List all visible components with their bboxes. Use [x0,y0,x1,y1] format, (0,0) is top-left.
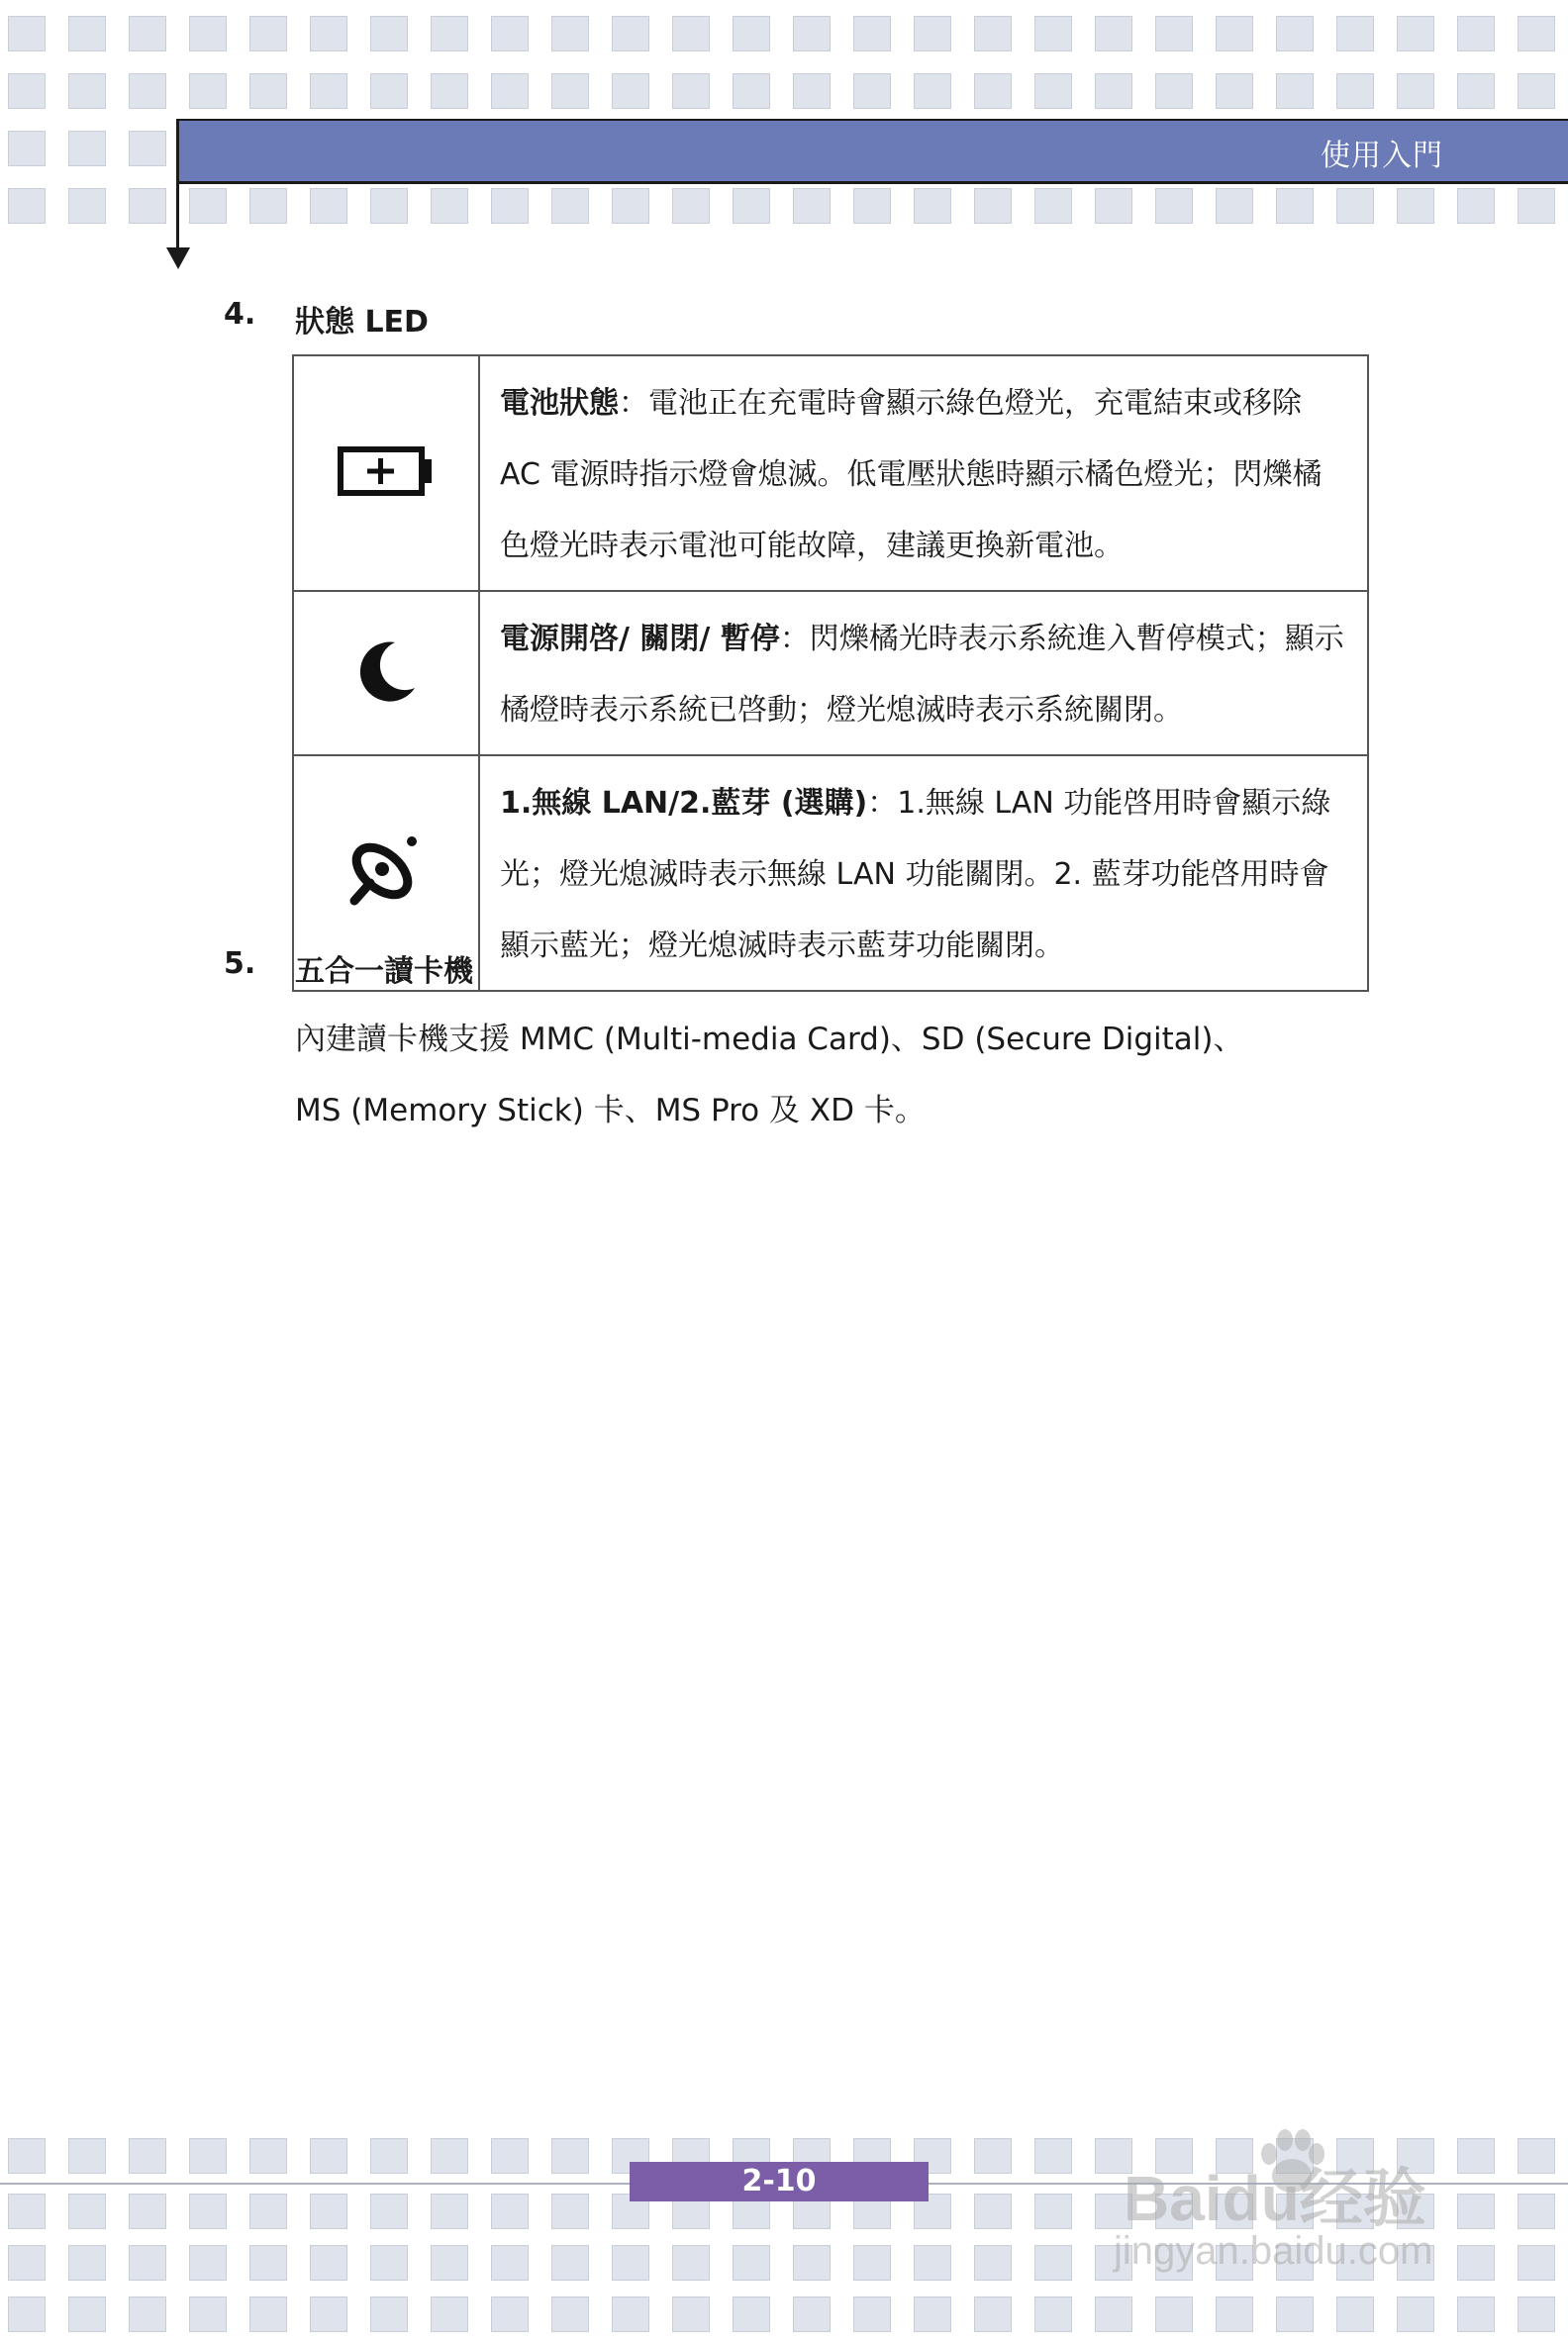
tile [431,2296,468,2332]
tile [491,2245,529,2281]
tile [672,16,710,51]
tile [370,2296,408,2332]
tile [1216,188,1253,224]
tile [1276,188,1314,224]
tile [310,2296,347,2332]
section-title: 五合一讀卡機 [295,954,473,989]
tile [491,16,529,51]
tile [1095,16,1132,51]
tile [914,73,951,109]
tile [249,2138,287,2174]
tile [68,131,106,166]
tile [370,16,408,51]
tile [612,2245,649,2281]
tile [914,2296,951,2332]
tile [1457,16,1495,51]
tile [68,188,106,224]
tile [68,73,106,109]
tile [914,2245,951,2281]
tile [793,2296,831,2332]
tile [491,2296,529,2332]
tile [310,73,347,109]
led-text: ：電池正在充電時會顯示綠色燈光，充電結束或移除 AC 電源時指示燈會熄滅。低電壓狀態時顯示橘色燈光；閃爍橘色燈光時表示電池可能故障，建議更換新電池。 [500,386,1323,563]
tile [1155,16,1193,51]
tile [431,188,468,224]
tile [1216,2296,1253,2332]
tile [793,16,831,51]
tile [1336,16,1374,51]
tile [1397,188,1434,224]
watermark-url: jingyan.baidu.com [1114,2229,1433,2273]
tile [1034,188,1072,224]
tile [733,2245,770,2281]
tile [612,2296,649,2332]
tile [8,2245,46,2281]
wireless-icon [346,831,426,911]
tile [310,2138,347,2174]
led-description [479,755,1368,991]
tile [672,188,710,224]
led-label: 1.無線 LAN/2.藍芽 (選購) [500,786,868,821]
section-number: 4. [224,297,256,332]
tile [68,2296,106,2332]
tile [974,2138,1012,2174]
tile [612,188,649,224]
tile [1518,73,1555,109]
tile [249,2194,287,2229]
tile [1518,2296,1555,2332]
tile [1095,2296,1132,2332]
tile [189,2245,227,2281]
tile [189,2296,227,2332]
tile [1397,16,1434,51]
tile [1034,73,1072,109]
tile [1457,188,1495,224]
tile [129,73,166,109]
tile [8,131,46,166]
tile [8,73,46,109]
tile [853,73,891,109]
tile [974,2194,1012,2229]
tile [733,16,770,51]
tile [974,73,1012,109]
tile [1034,2138,1072,2174]
tile [249,2296,287,2332]
tile [8,2138,46,2174]
battery-icon [337,445,436,497]
card-reader-description: 內建讀卡機支援 MMC (Multi-media Card)、SD (Secure Digital)、MS (Memory Stick) 卡、MS Pro 及 XD 卡。 [295,1022,1244,1128]
led-label: 電池狀態 [500,386,619,421]
tile [1034,2194,1072,2229]
tile [672,2245,710,2281]
chapter-header-bar [176,119,1568,184]
tile [1397,73,1434,109]
tile [551,188,589,224]
tile [129,2296,166,2332]
table-row [293,591,1368,755]
tile [1457,73,1495,109]
tile [974,2245,1012,2281]
tile [974,16,1012,51]
moon-icon [351,636,421,706]
tile [612,16,649,51]
tile [853,2296,891,2332]
tile [310,2245,347,2281]
tile [68,2194,106,2229]
page-number: 2-10 [630,2162,929,2201]
tile [1034,2245,1072,2281]
tile [914,16,951,51]
led-description [479,355,1368,591]
tile [68,2245,106,2281]
tile [733,188,770,224]
section-number: 5. [224,946,256,981]
tile [431,73,468,109]
tile [1336,73,1374,109]
tile [1336,188,1374,224]
tile [1518,16,1555,51]
tile [1457,2296,1495,2332]
icon-cell [293,591,479,755]
tile [129,131,166,166]
tile-row [0,73,1568,109]
tile [129,16,166,51]
led-text: ：閃爍橘光時表示系統進入暫停模式；顯示橘燈時表示系統已啓動；燈光熄滅時表示系統關閉。 [500,622,1344,728]
tile [491,188,529,224]
led-table [292,354,1369,992]
tile [974,2296,1012,2332]
tile [249,16,287,51]
tile [1518,188,1555,224]
header-marker-line [176,119,179,247]
tile [1095,188,1132,224]
tile [129,2138,166,2174]
table-row [293,355,1368,591]
section-title: 狀態 LED [295,305,429,340]
tile [249,188,287,224]
tile [1155,188,1193,224]
tile [370,188,408,224]
tile [551,73,589,109]
tile [793,188,831,224]
tile [1216,16,1253,51]
tile [491,2194,529,2229]
tile [249,2245,287,2281]
tile [1276,2296,1314,2332]
tile [551,2245,589,2281]
tile [1276,16,1314,51]
tile [129,2245,166,2281]
watermark [1114,2128,1529,2287]
led-description [479,591,1368,755]
tile [310,2194,347,2229]
tile [793,2245,831,2281]
tile [491,2138,529,2174]
tile [974,188,1012,224]
tile [370,2245,408,2281]
tile [8,2296,46,2332]
led-text: ：1.無線 LAN 功能啓用時會顯示綠光；燈光熄滅時表示無線 LAN 功能關閉。2. 藍芽功能啓用時會顯示藍光；燈光熄滅時表示藍芽功能關閉。 [500,786,1331,963]
tile [8,16,46,51]
tile [129,2194,166,2229]
tile [310,16,347,51]
tile [189,16,227,51]
tile [672,2296,710,2332]
tile [914,188,951,224]
tile [551,16,589,51]
tile [189,188,227,224]
tile [733,73,770,109]
tile [853,16,891,51]
tile [551,2138,589,2174]
tile-row [0,16,1568,51]
tile [249,73,287,109]
tile [551,2194,589,2229]
tile [1034,2296,1072,2332]
tile [491,73,529,109]
chapter-title: 使用入門 [1321,139,1443,173]
tile [1216,73,1253,109]
tile [431,2194,468,2229]
tile [189,73,227,109]
tile [1155,2296,1193,2332]
tile [551,2296,589,2332]
tile [8,188,46,224]
tile [189,2194,227,2229]
tile [68,2138,106,2174]
led-label: 電源開啓/ 關閉/ 暫停 [500,622,780,656]
tile [1276,73,1314,109]
tile [370,2194,408,2229]
tile [1397,2296,1434,2332]
tile [1336,2296,1374,2332]
tile-row [0,2296,1568,2332]
tile [853,2245,891,2281]
tile [733,2296,770,2332]
tile [370,73,408,109]
icon-cell [293,355,479,591]
tile [1155,73,1193,109]
tile [189,2138,227,2174]
tile [129,188,166,224]
tile [793,73,831,109]
tile [853,188,891,224]
tile [68,16,106,51]
tile [672,73,710,109]
tile [612,73,649,109]
tile [431,2245,468,2281]
tile [8,2194,46,2229]
tile [370,2138,408,2174]
arrow-down-icon [166,247,190,269]
tile [431,2138,468,2174]
tile-row [0,188,1568,224]
watermark-brand: Baidu经验 [1124,2163,1426,2234]
tile [1034,16,1072,51]
tile [431,16,468,51]
tile [1095,73,1132,109]
tile [310,188,347,224]
